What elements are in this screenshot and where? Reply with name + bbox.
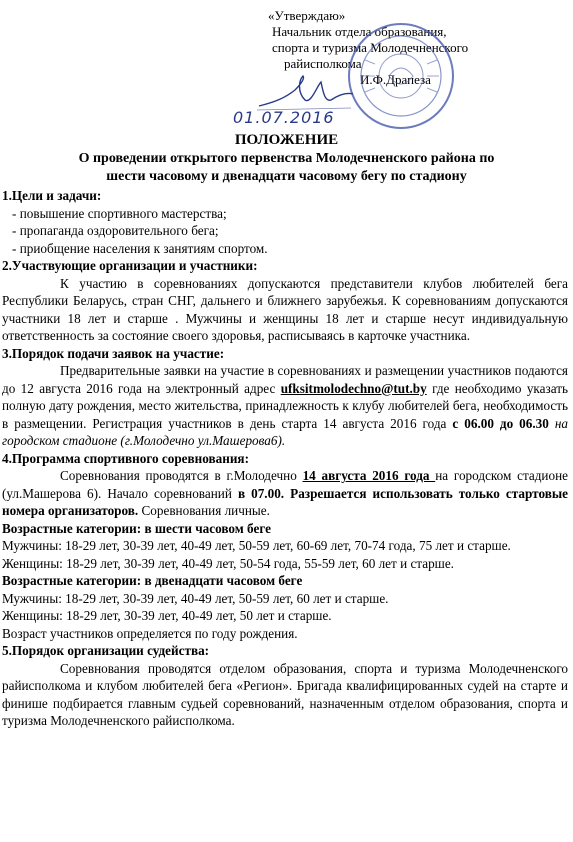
section-5-heading: 5.Порядок организации судейства: (2, 643, 210, 658)
section-4-text (2, 467, 568, 520)
section-3-text (2, 362, 568, 450)
email-address: ufksitmolodechno@tut.by (280, 380, 427, 396)
section-5-text: Соревнования проводятся отделом образования, спорта и туризма Молодечненского райисполкома и клубом любителей бега «Регион». Бригада квалифицированных судей на старте и финише подбирается главным судьей соревнований, назначенным отделом образования, спорта и туризма Молодечненского райисполкома. (2, 660, 568, 728)
six-hour-categories-heading: Возрастные категории: в шести часовом беге (2, 520, 271, 536)
twelve-hour-categories-heading: Возрастные категории: в двенадцати часовом беге (2, 573, 303, 588)
six-hour-women: Женщины: 18-29 лет, 30-39 лет, 40-49 лет, 50-54 года, 55-59 лет, 60 лет и старше. (2, 555, 454, 571)
subtitle-line-2: шести часовому и двенадцати часовому бегу по стадиону (106, 169, 467, 184)
six-hour-men: Мужчины: 18-29 лет, 30-39 лет, 40-49 лет, 50-59 лет, 60-69 лет, 70-74 года, 75 лет и старше. (2, 538, 511, 553)
section-3-text-part-3: на городском стадионе (г.Молодечно ул.Машерова6). (2, 415, 568, 448)
approval-title: «Утверждаю» (268, 8, 346, 23)
section-4-text-part-3: Соревнования личные. (138, 503, 270, 518)
section-3-text-part-1: Предварительные заявки на участие в соревнованиях и размещении участников подаются до 12 августа 2016 года на электронный адрес (2, 363, 568, 396)
section-4-text-part-1: Соревнования проводятся в г.Молодечно (60, 468, 303, 483)
document-title: ПОЛОЖЕНИЕ (234, 132, 339, 148)
registration-time: с 06.00 до 06.30 (452, 415, 549, 431)
section-4-text-part-2: на городском стадионе (ул.Машерова 6). Начало соревнований (2, 468, 568, 501)
goal-item-2: - пропаганда оздоровительного бега; (12, 223, 219, 238)
goal-item-1: - повышение спортивного мастерства; (12, 205, 227, 221)
document-body (2, 187, 568, 730)
approval-organization: райисполкома (284, 56, 362, 71)
approval-position: Начальник отдела образования, (272, 24, 447, 39)
competition-date: 14 августа 2016 года (302, 468, 436, 483)
document-subtitle (0, 150, 573, 186)
signature-icon (255, 72, 355, 112)
twelve-hour-men: Мужчины: 18-29 лет, 30-39 лет, 40-49 лет, 50-59 лет, 60 лет и старше. (2, 590, 389, 606)
section-2-heading: 2.Участвующие организации и участники: (2, 258, 258, 273)
subtitle-line-1: О проведении открытого первенства Молодечненского района по (78, 151, 495, 166)
twelve-hour-women: Женщины: 18-29 лет, 30-39 лет, 40-49 лет, 50 лет и старше. (2, 608, 332, 623)
approval-signatory: И.Ф.Драпеза (360, 72, 431, 87)
section-1-heading: 1.Цели и задачи: (2, 188, 102, 203)
official-seal-icon (345, 20, 457, 132)
handwritten-date: 01.07.2016 (233, 108, 335, 127)
section-3-text-part-2: где необходимо указать полную дату рождения, место жительства, принадлежность к клубу любителей бега, необходимость в размещении. Регистрация участников в день старта 14 августа 2016 года (2, 380, 568, 431)
section-4-heading: 4.Программа спортивного соревнования: (2, 450, 249, 466)
section-3-heading: 3.Порядок подачи заявок на участие: (2, 345, 225, 361)
start-time-rule: в 07.00. Разрешается использовать только стартовые номера организаторов. (2, 485, 568, 518)
approval-department: спорта и туризма Молодечненского (272, 40, 469, 55)
goal-item-3: - приобщение населения к занятиям спортом. (12, 240, 268, 256)
section-2-text: К участию в соревнованиях допускаются представители клубов любителей бега Республики Беларусь, стран СНГ, дальнего и ближнего зарубежья. К соревнованиям допускаются участники 18 лет и старше . Мужчины и женщины 18 лет и старше несут индивидуальную ответственность за состояние своего здоровья, расписываясь в карточке участника. (2, 275, 568, 343)
age-determination-note: Возраст участников определяется по году рождения. (2, 625, 298, 641)
